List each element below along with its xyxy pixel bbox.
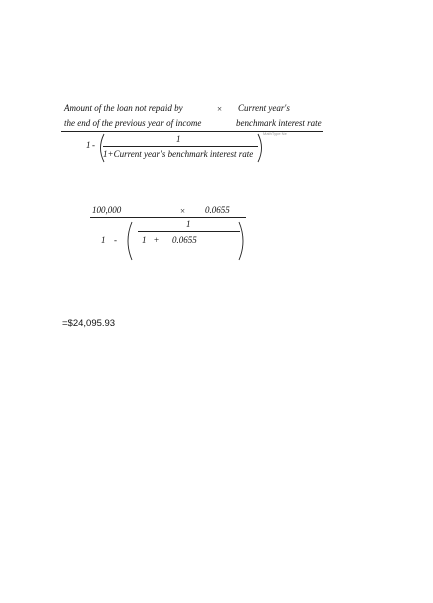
numeric-inner-fraction-bar [138, 231, 240, 232]
numerator-rate-line2: benchmark interest rate [236, 118, 322, 128]
numeric-inner-den-one: 1 [142, 235, 147, 245]
inner-numerator-one: 1 [176, 134, 181, 144]
numeric-inner-plus: + [154, 235, 160, 245]
numeric-denominator-one: 1 [101, 235, 106, 245]
result-value: =$24,095.93 [62, 318, 116, 329]
denominator-one: 1 [86, 140, 91, 150]
numeric-times-symbol: × [180, 206, 186, 216]
numerator-rate-line1: Current year's [238, 103, 290, 113]
denominator-minus: - [92, 140, 95, 150]
numeric-main-fraction-bar [90, 217, 246, 218]
numeric-inner-numerator-one: 1 [186, 219, 191, 229]
numeric-denominator-minus: - [114, 235, 117, 245]
times-symbol: × [217, 104, 223, 114]
numerator-amount-line1: Amount of the loan not repaid by [64, 103, 183, 113]
right-parenthesis-icon [257, 133, 267, 163]
numerator-amount-line2: the end of the previous year of income [64, 118, 202, 128]
numeric-right-parenthesis-icon [238, 221, 248, 261]
numeric-rate: 0.0655 [205, 205, 230, 215]
inner-fraction-bar [103, 146, 258, 147]
inner-denominator: 1+Current year's benchmark interest rate [103, 149, 254, 159]
numeric-left-parenthesis-icon [124, 221, 134, 261]
numeric-inner-den-rate: 0.0655 [172, 235, 197, 245]
mathtype-watermark: MathType Ne [263, 131, 287, 136]
numeric-amount: 100,000 [92, 205, 122, 215]
